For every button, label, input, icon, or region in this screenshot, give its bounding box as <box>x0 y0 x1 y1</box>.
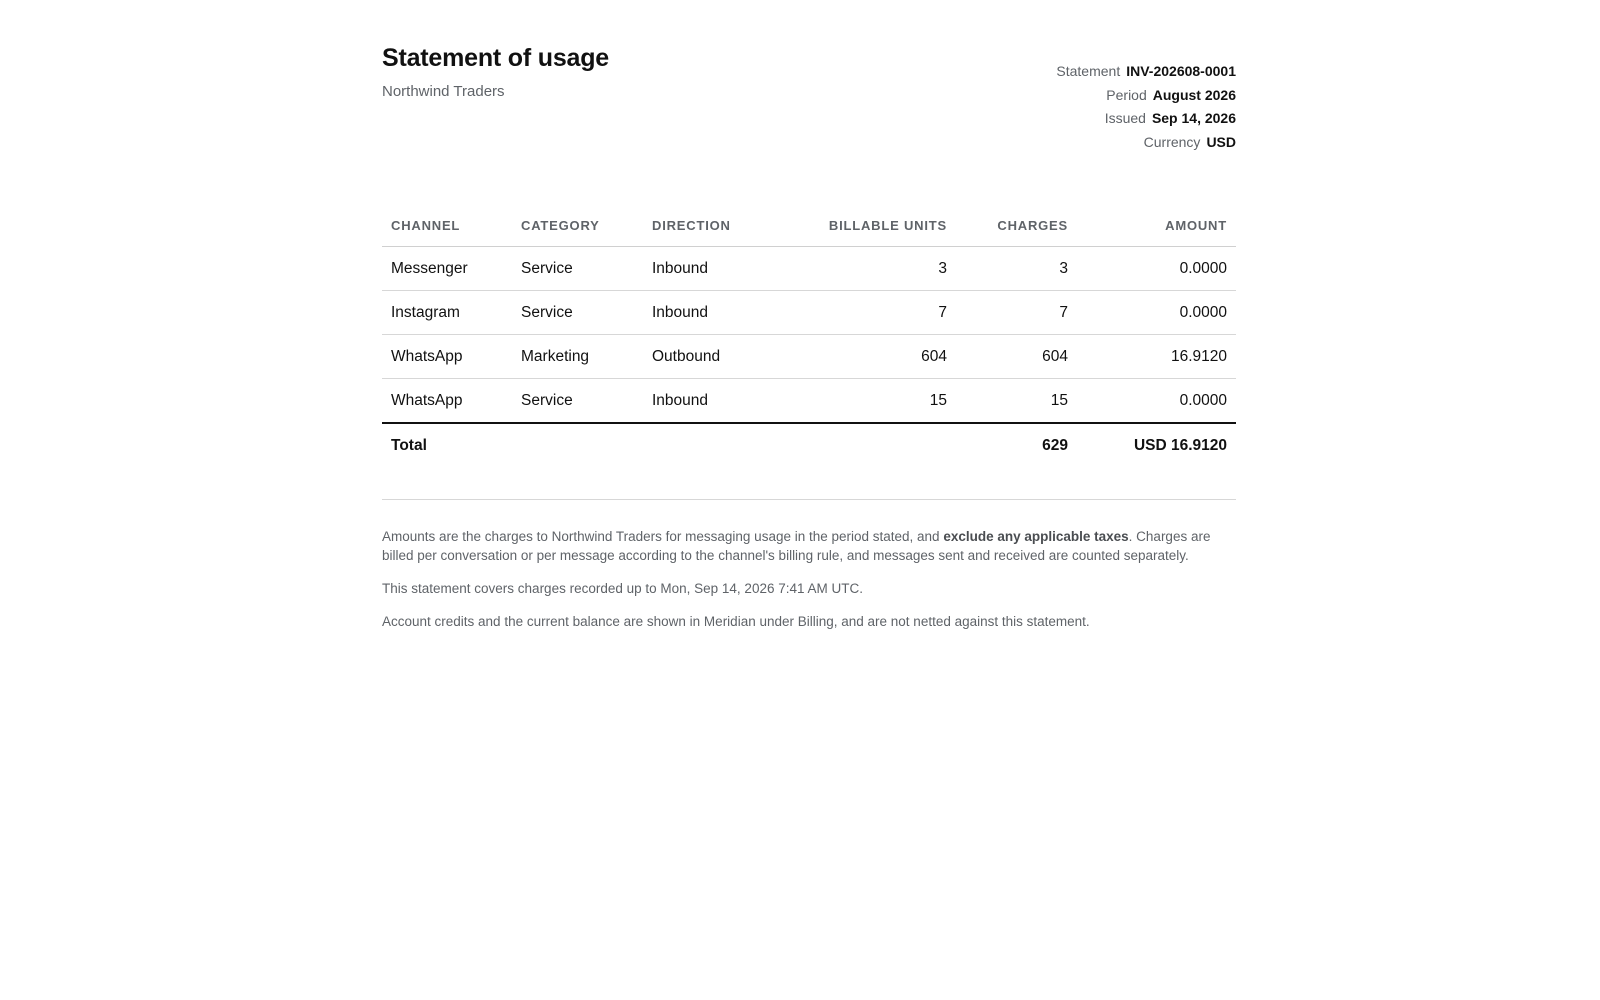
meta-statement <box>1056 60 1236 84</box>
meta-label: Period <box>1106 86 1147 103</box>
cell-direction: Inbound <box>643 247 794 291</box>
cell-billable-units: 3 <box>794 247 956 291</box>
cell-category: Service <box>512 247 643 291</box>
empty-cell <box>512 423 643 468</box>
table-header-row <box>382 204 1236 247</box>
cell-category: Service <box>512 291 643 335</box>
statement-meta <box>1056 60 1236 154</box>
table-row <box>382 291 1236 335</box>
cell-amount: 16.9120 <box>1077 335 1236 379</box>
note-tax-emphasis: exclude any applicable taxes <box>943 529 1129 544</box>
issued-date: Sep 14, 2026 <box>1151 110 1236 126</box>
table-row <box>382 379 1236 424</box>
meta-currency <box>1056 131 1236 155</box>
column-header-charges: CHARGES <box>956 204 1077 247</box>
statement-page <box>382 0 1236 629</box>
section-divider <box>382 499 1236 500</box>
cell-charges: 3 <box>956 247 1077 291</box>
period-value: August 2026 <box>1152 86 1236 103</box>
cell-charges: 7 <box>956 291 1077 335</box>
company-name: Northwind Traders <box>382 83 505 100</box>
total-row <box>382 423 1236 468</box>
meta-period <box>1056 84 1236 108</box>
cell-charges: 604 <box>956 335 1077 379</box>
table-row <box>382 247 1236 291</box>
statement-number: INV-202608-0001 <box>1126 63 1236 79</box>
note-credits: Account credits and the current balance are shown in Meridian under Billing, and are not netted against this statement. <box>382 614 1090 629</box>
meta-label: Currency <box>1143 133 1201 150</box>
cell-channel: Instagram <box>382 291 512 335</box>
statement-header <box>382 0 1236 170</box>
cell-billable-units: 7 <box>794 291 956 335</box>
note-text: . Charges are billed per conversation or per message according to the channel's billing rule, and messages sent and received are counted separately. <box>382 529 1211 563</box>
total-label: Total <box>391 437 427 454</box>
meta-label: Issued <box>1104 110 1146 126</box>
total-charges: 629 <box>1042 437 1068 454</box>
cell-direction: Inbound <box>643 291 794 335</box>
page-title: Statement of usage <box>382 44 610 72</box>
cell-direction: Inbound <box>643 379 794 424</box>
total-amount: USD 16.9120 <box>1133 437 1227 454</box>
meta-label: Statement <box>1056 63 1121 79</box>
column-header-amount: AMOUNT <box>1077 204 1236 247</box>
cell-billable-units: 15 <box>794 379 956 424</box>
column-header-category: CATEGORY <box>512 204 643 247</box>
column-header-direction: DIRECTION <box>643 204 794 247</box>
cell-amount: 0.0000 <box>1077 291 1236 335</box>
usage-table <box>382 204 1236 468</box>
meta-issued <box>1056 107 1236 131</box>
cell-channel: WhatsApp <box>382 379 512 424</box>
empty-cell <box>643 423 794 468</box>
column-header-channel: CHANNEL <box>382 204 512 247</box>
note-amounts <box>382 527 1236 565</box>
note-text: Amounts are the charges to Northwind Traders for messaging usage in the period stated, and <box>382 529 944 544</box>
cell-direction: Outbound <box>643 335 794 379</box>
cell-category: Service <box>512 379 643 424</box>
cell-channel: Messenger <box>382 247 512 291</box>
cell-channel: WhatsApp <box>382 335 512 379</box>
column-header-billable-units: BILLABLE UNITS <box>794 204 956 247</box>
cell-billable-units: 604 <box>794 335 956 379</box>
table-row <box>382 335 1236 379</box>
empty-cell <box>794 423 956 468</box>
cell-amount: 0.0000 <box>1077 247 1236 291</box>
currency-value: USD <box>1206 133 1236 150</box>
cell-charges: 15 <box>956 379 1077 424</box>
cell-amount: 0.0000 <box>1077 379 1236 424</box>
cell-category: Marketing <box>512 335 643 379</box>
note-coverage: This statement covers charges recorded up to Mon, Sep 14, 2026 7:41 AM UTC. <box>382 581 863 596</box>
statement-notes <box>382 527 1236 645</box>
